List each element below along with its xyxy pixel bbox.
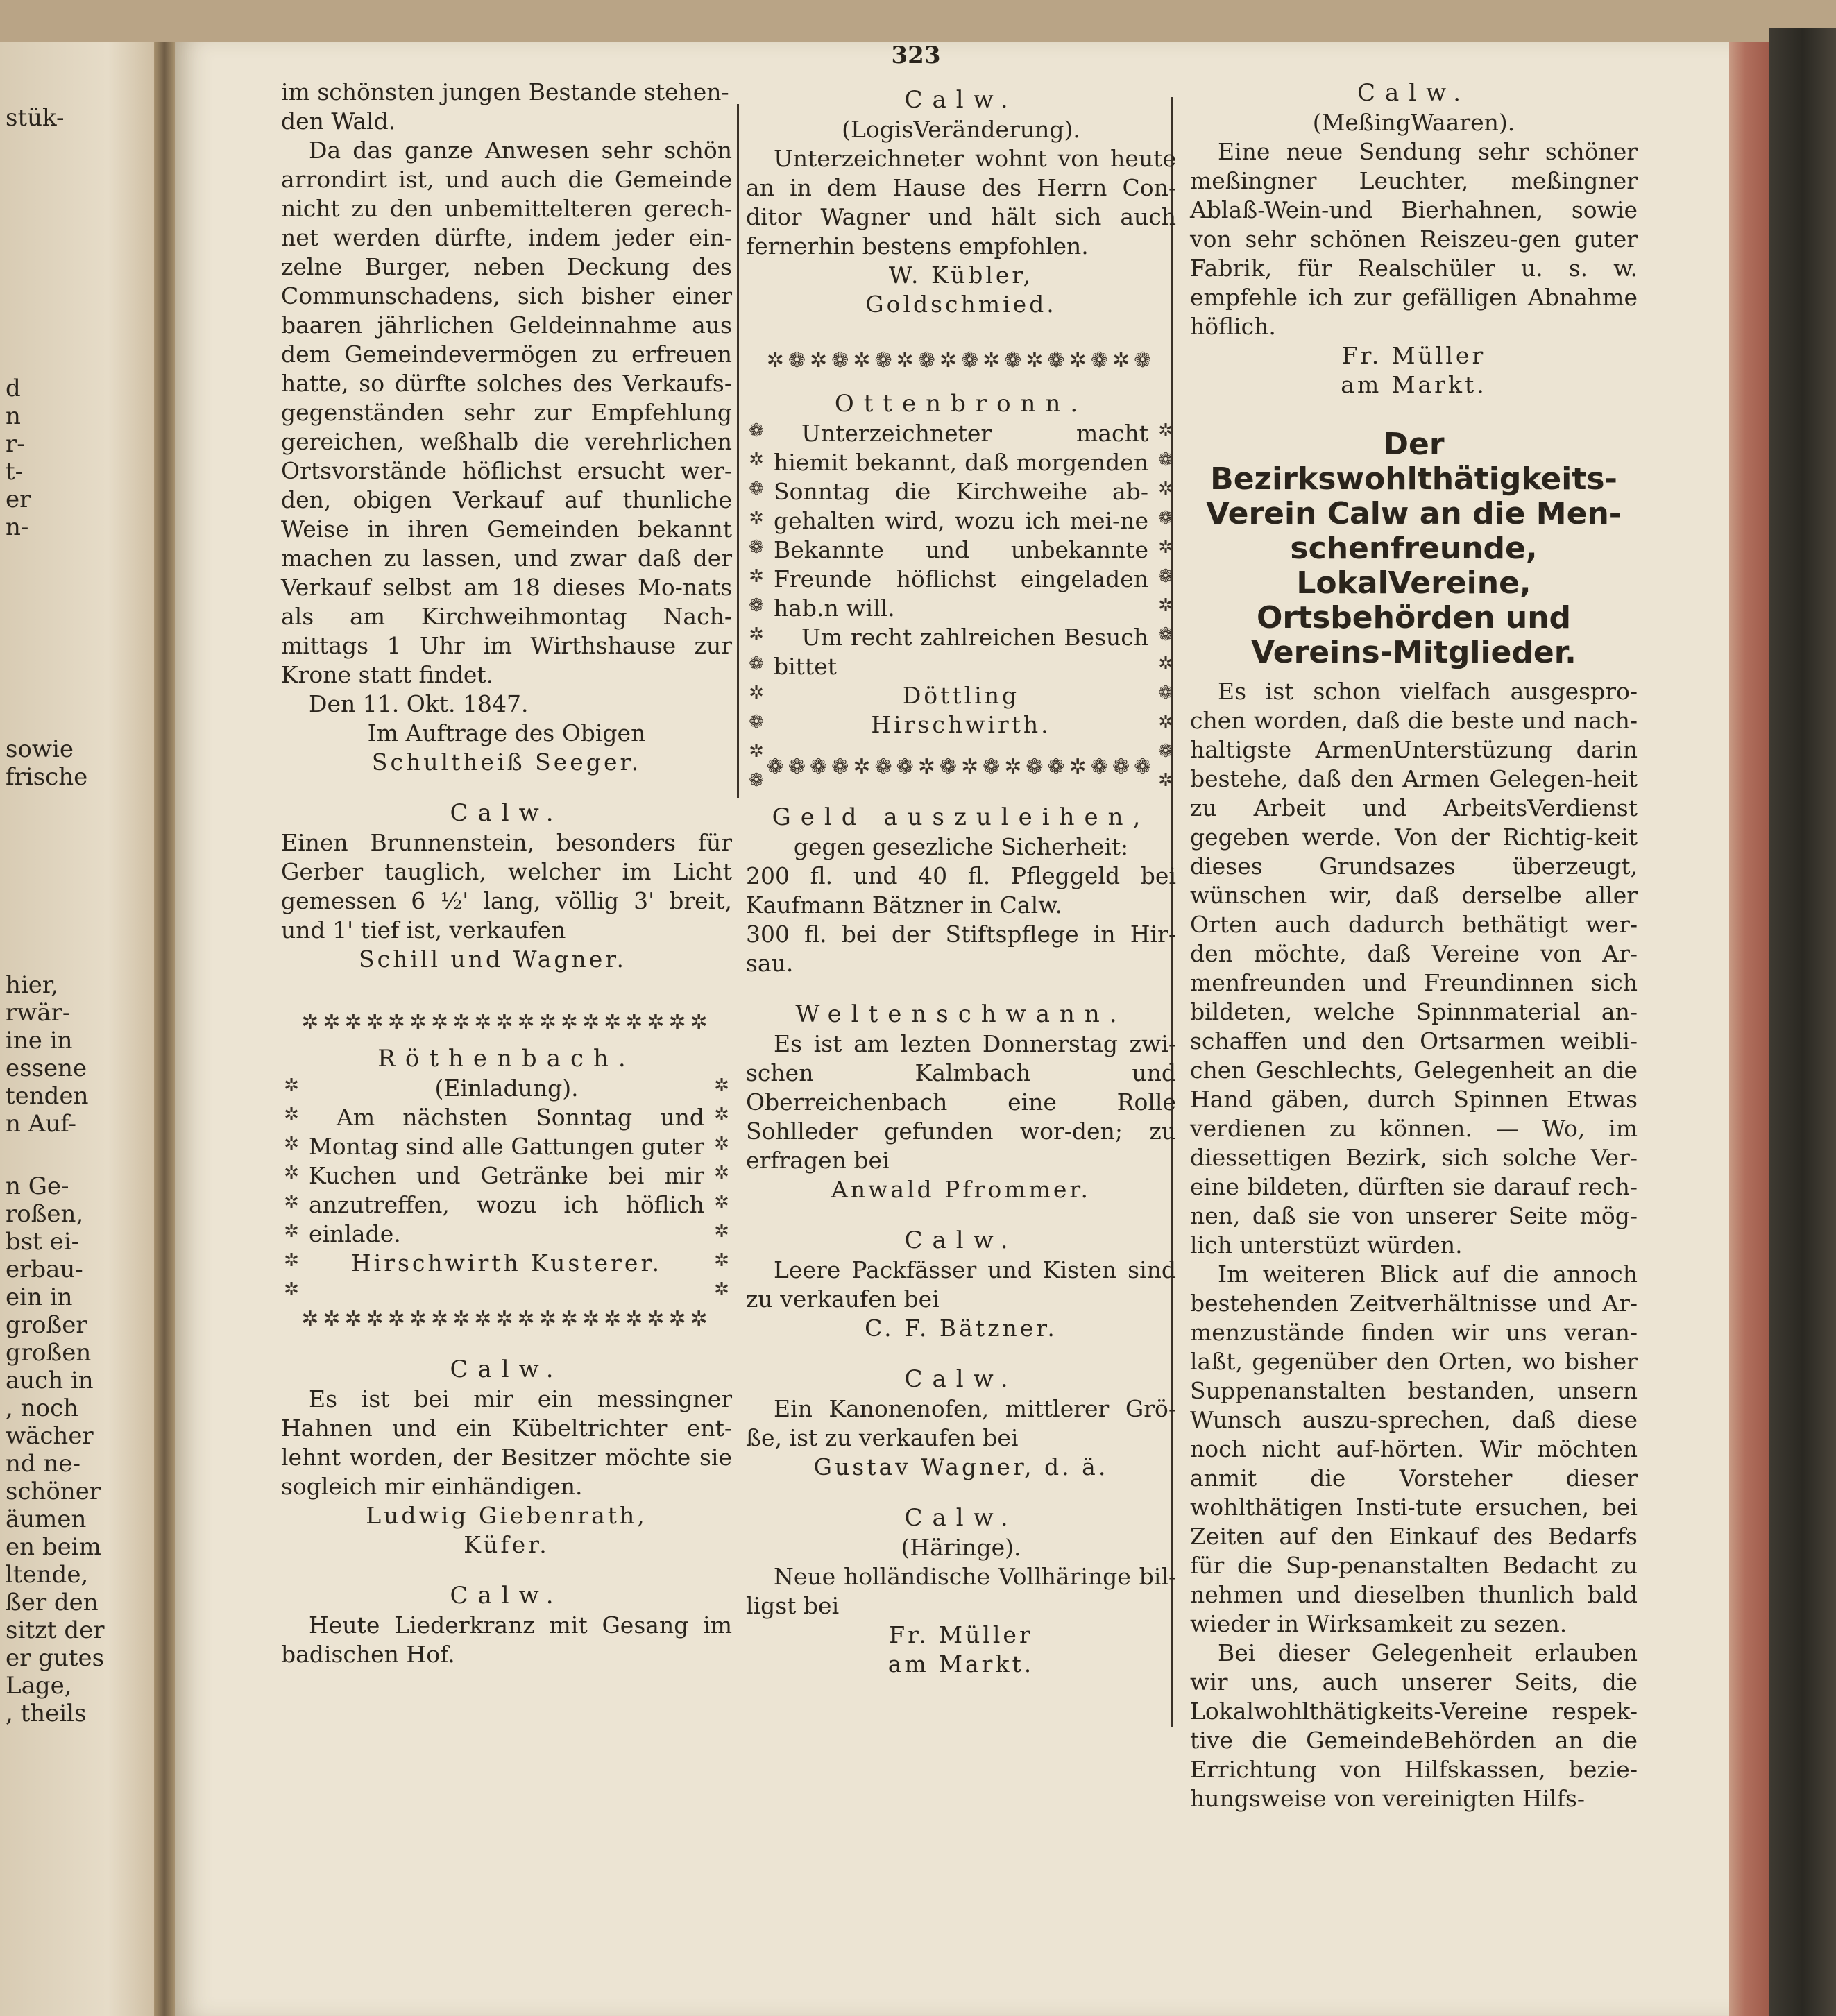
ad-place: Calw. [904, 1504, 1018, 1532]
left-page-text: großer [6, 1311, 87, 1339]
signature: Fr. Müller [1341, 342, 1486, 369]
ad-subtitle: gegen gesezliche Sicherheit: [793, 833, 1129, 860]
boxed-ad [746, 388, 1176, 791]
ornament-border-bottom: ❁❁❁❁✲❁❁✲❁✲❁✲❁❁✲❁❁❁ [766, 755, 1156, 779]
left-page-text: sowie [6, 735, 74, 763]
left-page-text: n- [6, 513, 29, 541]
left-page-text: n Auf- [6, 1110, 77, 1138]
ad-place: Calw. [904, 1227, 1018, 1254]
ad-text: Es ist am lezten Donnerstag zwi-schen Kalmbach und Oberreichenbach eine Rolle Sohlleder gefunden wor-den; zu erfragen bei [746, 1030, 1176, 1174]
column-3 [1190, 78, 1638, 1813]
ad-place: Geld auszuleihen, [772, 803, 1150, 831]
signature: Hirschwirth. [871, 711, 1051, 738]
left-page-text: , theils [6, 1700, 87, 1727]
ornament-border-right: ✲ ✲ ✲ ✲ ✲ ✲ ✲ ✲ [714, 1075, 729, 1300]
ornament-border-left: ❁ ✲ ❁ ✲ ❁ ✲ ❁ ✲ ❁ ✲ ❁ ✲ ❁ [749, 420, 764, 791]
left-page-fragment [0, 42, 154, 2016]
left-page-text: er [6, 486, 31, 513]
ad-date: Den 11. Okt. 1847. [309, 690, 529, 717]
ad-text: Einen Brunnenstein, besonders für Gerber tauglich, welcher im Licht gemessen 6 ½' lang, völlig 3' breit, und 1' tief ist, verkaufen [281, 829, 732, 943]
left-page-text: nd ne- [6, 1450, 80, 1478]
boxed-ad [281, 1043, 732, 1306]
ad-text: Am nächsten Sonntag und Montag sind alle Gattungen guter Kuchen und Getränke bei mir anzutreffen, wozu ich höflich einlade. [309, 1104, 704, 1247]
page-number: 323 [891, 42, 941, 69]
left-page-text: roßen, [6, 1200, 84, 1228]
ornament-border-top: ✲❁✲❁✲❁✲❁✲❁✲❁✲❁✲❁✲❁ [766, 348, 1156, 373]
left-page-text: auch in [6, 1367, 94, 1394]
ad-text: Um recht zahlreichen Besuch bittet [774, 624, 1148, 680]
left-page-text: frische [6, 763, 88, 791]
article-paragraph: Bei dieser Gelegenheit erlauben wir uns, auch unserer Seits, die Lokalwohlthätigkeits-Vereine respek-tive die GemeindeBehörden an die Errichtung von Hilfskassen, bezie-hungsweise von vereinigten Hilfs- [1190, 1639, 1638, 1812]
left-page-text: sitzt der [6, 1616, 105, 1644]
signature: Fr. Müller [889, 1621, 1033, 1648]
left-page-text: en beim [6, 1533, 101, 1561]
ad-place: Röthenbach. [377, 1045, 636, 1073]
left-page-text: erbau- [6, 1256, 83, 1283]
ad-subtitle: (Einladung). [434, 1075, 579, 1102]
left-page-text: tenden [6, 1082, 89, 1110]
ornament-border-top: ✲✲✲✲✲✲✲✲✲✲✲✲✲✲✲✲✲✲✲ [301, 1010, 712, 1034]
left-page-text: bst ei- [6, 1228, 80, 1256]
column-1 [281, 78, 732, 1669]
ad-subtitle: (Häringe). [901, 1534, 1021, 1561]
ornament-border-left: ✲ ✲ ✲ ✲ ✲ ✲ ✲ ✲ [284, 1075, 299, 1300]
left-page-text: ein in [6, 1283, 73, 1311]
ad-place: Calw. [450, 1356, 563, 1383]
ad-text: 200 fl. und 40 fl. Pfleggeld bei Kaufmann Bätzner in Calw. [746, 862, 1176, 919]
ad-subtitle: (MeßingWaaren). [1312, 109, 1515, 136]
left-page-text: rwär- [6, 999, 71, 1027]
left-page-text: n Ge- [6, 1172, 69, 1200]
left-page-text: ltende, [6, 1561, 89, 1589]
signature: am Markt. [887, 1650, 1035, 1677]
signature: Goldschmied. [865, 291, 1057, 318]
signature: Schill und Wagner. [359, 946, 627, 973]
ad-text: Unterzeichneter macht hiemit bekannt, daß morgenden Sonntag die Kirchweihe ab-gehalten wird, wozu ich mei-ne Bekannte und unbekannte Freunde höflichst eingeladen hab.n will. [774, 420, 1148, 622]
signature: Hirschwirth Kusterer. [350, 1249, 663, 1276]
ad-place: Calw. [450, 799, 563, 827]
ad-place: Calw. [904, 86, 1018, 114]
ad-text: Neue holländische Vollhäringe bil-ligst bei [746, 1563, 1176, 1619]
signature: Küfer. [464, 1531, 550, 1558]
left-page-text: wächer [6, 1422, 94, 1450]
page-edge [1729, 42, 1769, 2016]
left-page-text: , noch [6, 1394, 78, 1422]
signature: Gustav Wagner, d. ä. [813, 1453, 1109, 1480]
article-heading: Der Bezirkswohlthätigkeits-Verein Calw an die Men-schenfreunde, LokalVereine, Ortsbehörden und Vereins-Mitglieder. [1205, 427, 1622, 670]
left-page-text: hier, [6, 971, 59, 999]
column-2 [746, 78, 1176, 1679]
left-page-text: r- [6, 430, 25, 458]
book-gutter [154, 42, 175, 2016]
signature: Ludwig Giebenrath, [366, 1502, 647, 1529]
ad-place: Calw. [450, 1582, 563, 1609]
ad-text: Es ist bei mir ein messingner Hahnen und ein Kübeltrichter ent-lehnt worden, der Besitzer möchte sie sogleich mir einhändigen. [281, 1385, 732, 1500]
left-page-text: d [6, 375, 21, 402]
signature: Anwald Pfrommer. [831, 1176, 1091, 1203]
signature: am Markt. [1341, 371, 1487, 398]
ad-text: 300 fl. bei der Stiftspflege in Hir-sau. [746, 921, 1176, 977]
signature: Schultheiß Seeger. [371, 749, 642, 776]
book-cover-edge [1769, 28, 1836, 2016]
signature: C. F. Bätzner. [865, 1315, 1057, 1342]
left-page-text: t- [6, 458, 24, 486]
column-rule-1 [737, 104, 739, 798]
ad-text: Ein Kanonenofen, mittlerer Grö-ße, ist zu verkaufen bei [746, 1395, 1176, 1451]
left-page-text: stük- [6, 104, 65, 132]
left-page-text: er gutes [6, 1644, 105, 1672]
left-page-text: schöner [6, 1478, 101, 1505]
ornament-border-right: ✲ ❁ ✲ ❁ ✲ ❁ ✲ ❁ ✲ ❁ ✲ ❁ ✲ [1158, 420, 1173, 791]
ad-text: den Wald. [281, 108, 396, 135]
signature: Döttling [902, 682, 1020, 709]
signature: Im Auftrage des Obigen [367, 719, 646, 746]
ad-text: Da das ganze Anwesen sehr schön arrondirt ist, und auch die Gemeinde nicht zu den unbemittelteren gerech-net werden dürfte, indem jeder ein-zelne Burger, neben Deckung des Communschadens, sich bisher einer baaren jährlichen Geldeinnahme aus dem Gemeindevermögen zu erfreuen hatte, so dürfte solches des Verkaufs-gegenständen sehr zur Empfehlung gereichen, weßhalb die verehrlichen Ortsvorstände höflichst ersucht wer-den, obigen Verkauf auf thunliche Weise in ihren Gemeinden bekannt machen zu lassen, und zwar daß der Verkauf selbst am 18 dieses Mo-nats als am Kirchweihmontag Nach-mittags 1 Uhr im Wirthshause zur Krone statt findet. [281, 137, 732, 688]
article-paragraph: Es ist schon vielfach ausgespro-chen worden, daß die beste und nach-haltigste ArmenUnterstüzung darin bestehe, daß den Armen Gelegen-heit zu Arbeit und ArbeitsVerdienst gegeben werde. Von der Richtig-keit dieses Grundsazes überzeugt, wünschen wir, daß derselbe aller Orten auch dadurch bethätigt wer-den möchte, daß Vereine von Ar-menfreunden und Freundinnen sich bildeten, welche Spinnmaterial an-schaffen und den Ortsarmen weibli-chen Geschlechts, Gelegenheit an die Hand gäben, durch Spinnen Etwas verdienen zu können. — Wo, im diessettigen Bezirk, sich solche Ver-eine bildeten, dürften sie darauf rech-nen, daß sie von unserer Seite mög-lich unterstüzt würden. [1190, 678, 1638, 1258]
left-page-text: ine in [6, 1027, 73, 1054]
ad-text: Leere Packfässer und Kisten sind zu verkaufen bei [746, 1256, 1176, 1313]
left-page-text: Lage, [6, 1672, 72, 1700]
ad-place: Calw. [1357, 79, 1471, 107]
ad-text: im schönsten jungen Bestande stehen- [281, 78, 729, 105]
ad-place: Ottenbronn. [834, 390, 1088, 418]
ad-text: Eine neue Sendung sehr schöner meßingner Leuchter, meßingner Ablaß-Wein-und Bierhahnen, sowie von sehr schönen Reiszeu-gen guter Fabrik, für Realschüler u. s. w. empfehle ich zur gefälligen Abnahme höflich. [1190, 138, 1638, 340]
left-page-text: ßer den [6, 1589, 99, 1616]
ad-subtitle: (LogisVeränderung). [842, 116, 1080, 143]
left-page-text: großen [6, 1339, 92, 1367]
signature: W. Kübler, [888, 262, 1034, 289]
ad-place: Weltenschwann. [795, 1000, 1127, 1028]
ad-text: Heute Liederkranz mit Gesang im badischen Hof. [281, 1612, 732, 1668]
left-page-text: äumen [6, 1505, 87, 1533]
left-page-text: essene [6, 1054, 87, 1082]
article-paragraph: Im weiteren Blick auf die annoch bestehenden Zeitverhältnisse und Ar-menzustände finden wir uns veran-laßt, gegenüber den Orten, wo bisher Suppenanstalten bestanden, unsern Wunsch auszu-sprechen, daß diese noch nicht auf-hörten. Wir möchten anmit die Vorsteher dieser wohlthätigen Insti-tute ersuchen, bei Zeiten auf den Einkauf des Bedarfs für die Sup-penanstalten Bedacht zu nehmen und dieselben thunlich bald wieder in Wirksamkeit zu sezen. [1190, 1261, 1638, 1637]
left-page-text: n [6, 402, 21, 430]
ornament-border-bottom: ✲✲✲✲✲✲✲✲✲✲✲✲✲✲✲✲✲✲✲ [301, 1307, 712, 1331]
ad-text: Unterzeichneter wohnt von heute an in dem Hause des Herrn Con-ditor Wagner und hält sich auch fernerhin bestens empfohlen. [746, 145, 1176, 259]
ad-place: Calw. [904, 1365, 1018, 1393]
